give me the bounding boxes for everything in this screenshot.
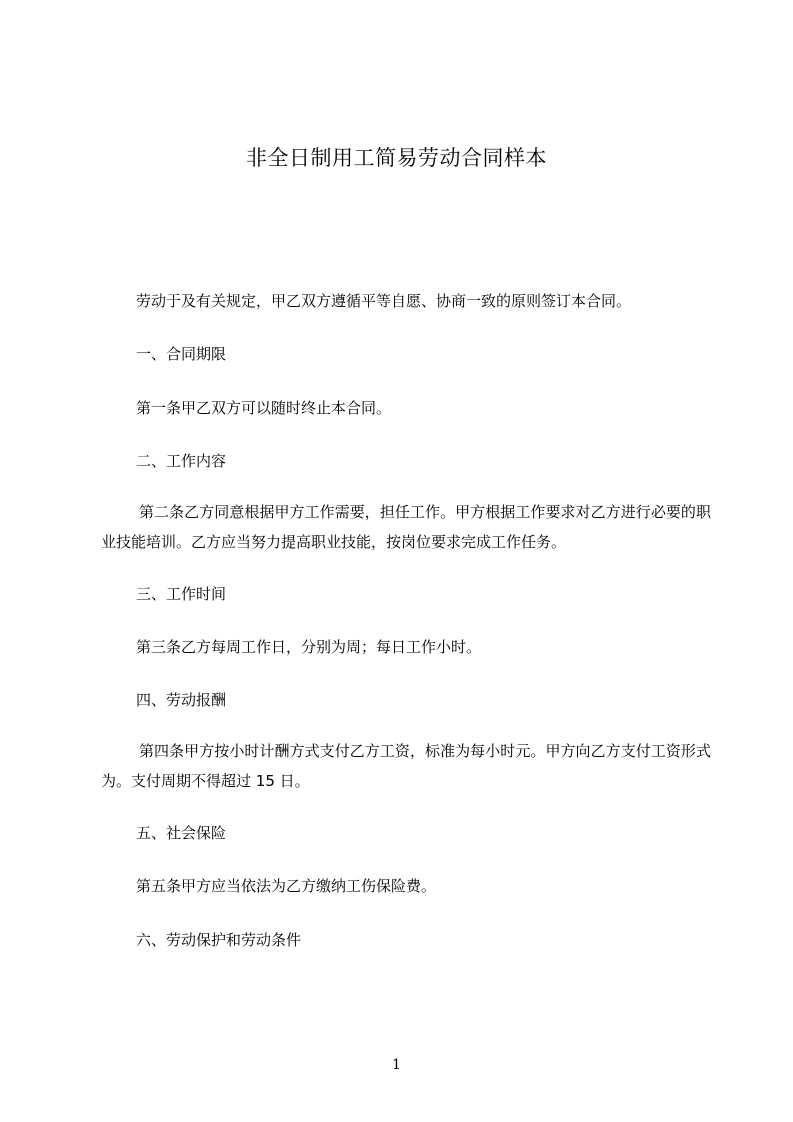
document-title: 非全日制用工简易劳动合同样本 — [246, 146, 547, 170]
section-5-heading: 五、社会保险 — [136, 824, 227, 842]
section-3-article: 第三条乙方每周工作日，分别为周；每日工作小时。 — [136, 638, 482, 656]
section-4-article: 第四条甲方按小时计酬方式支付乙方工资，标准为每小时元。甲方向乙方支付工资形式为。支付周期不得超过 15 日。 — [101, 742, 711, 790]
section-2-article: 第二条乙方同意根据甲方工作需要，担任工作。甲方根据工作要求对乙方进行必要的职业技能培训。乙方应当努力提高职业技能，按岗位要求完成工作任务。 — [101, 503, 711, 551]
page-number: 1 — [392, 1057, 401, 1073]
section-6-heading: 六、劳动保护和劳动条件 — [136, 931, 302, 949]
intro-paragraph: 劳动于及有关规定，甲乙双方遵循平等自愿、协商一致的原则签订本合同。 — [136, 292, 632, 310]
section-1-article: 第一条甲乙双方可以随时终止本合同。 — [136, 399, 392, 417]
section-4-heading: 四、劳动报酬 — [136, 691, 227, 709]
section-2-heading: 二、工作内容 — [136, 452, 227, 470]
section-1-heading: 一、合同期限 — [136, 345, 227, 363]
section-5-article: 第五条甲方应当依法为乙方缴纳工伤保险费。 — [136, 877, 437, 895]
section-3-heading: 三、工作时间 — [136, 585, 227, 603]
